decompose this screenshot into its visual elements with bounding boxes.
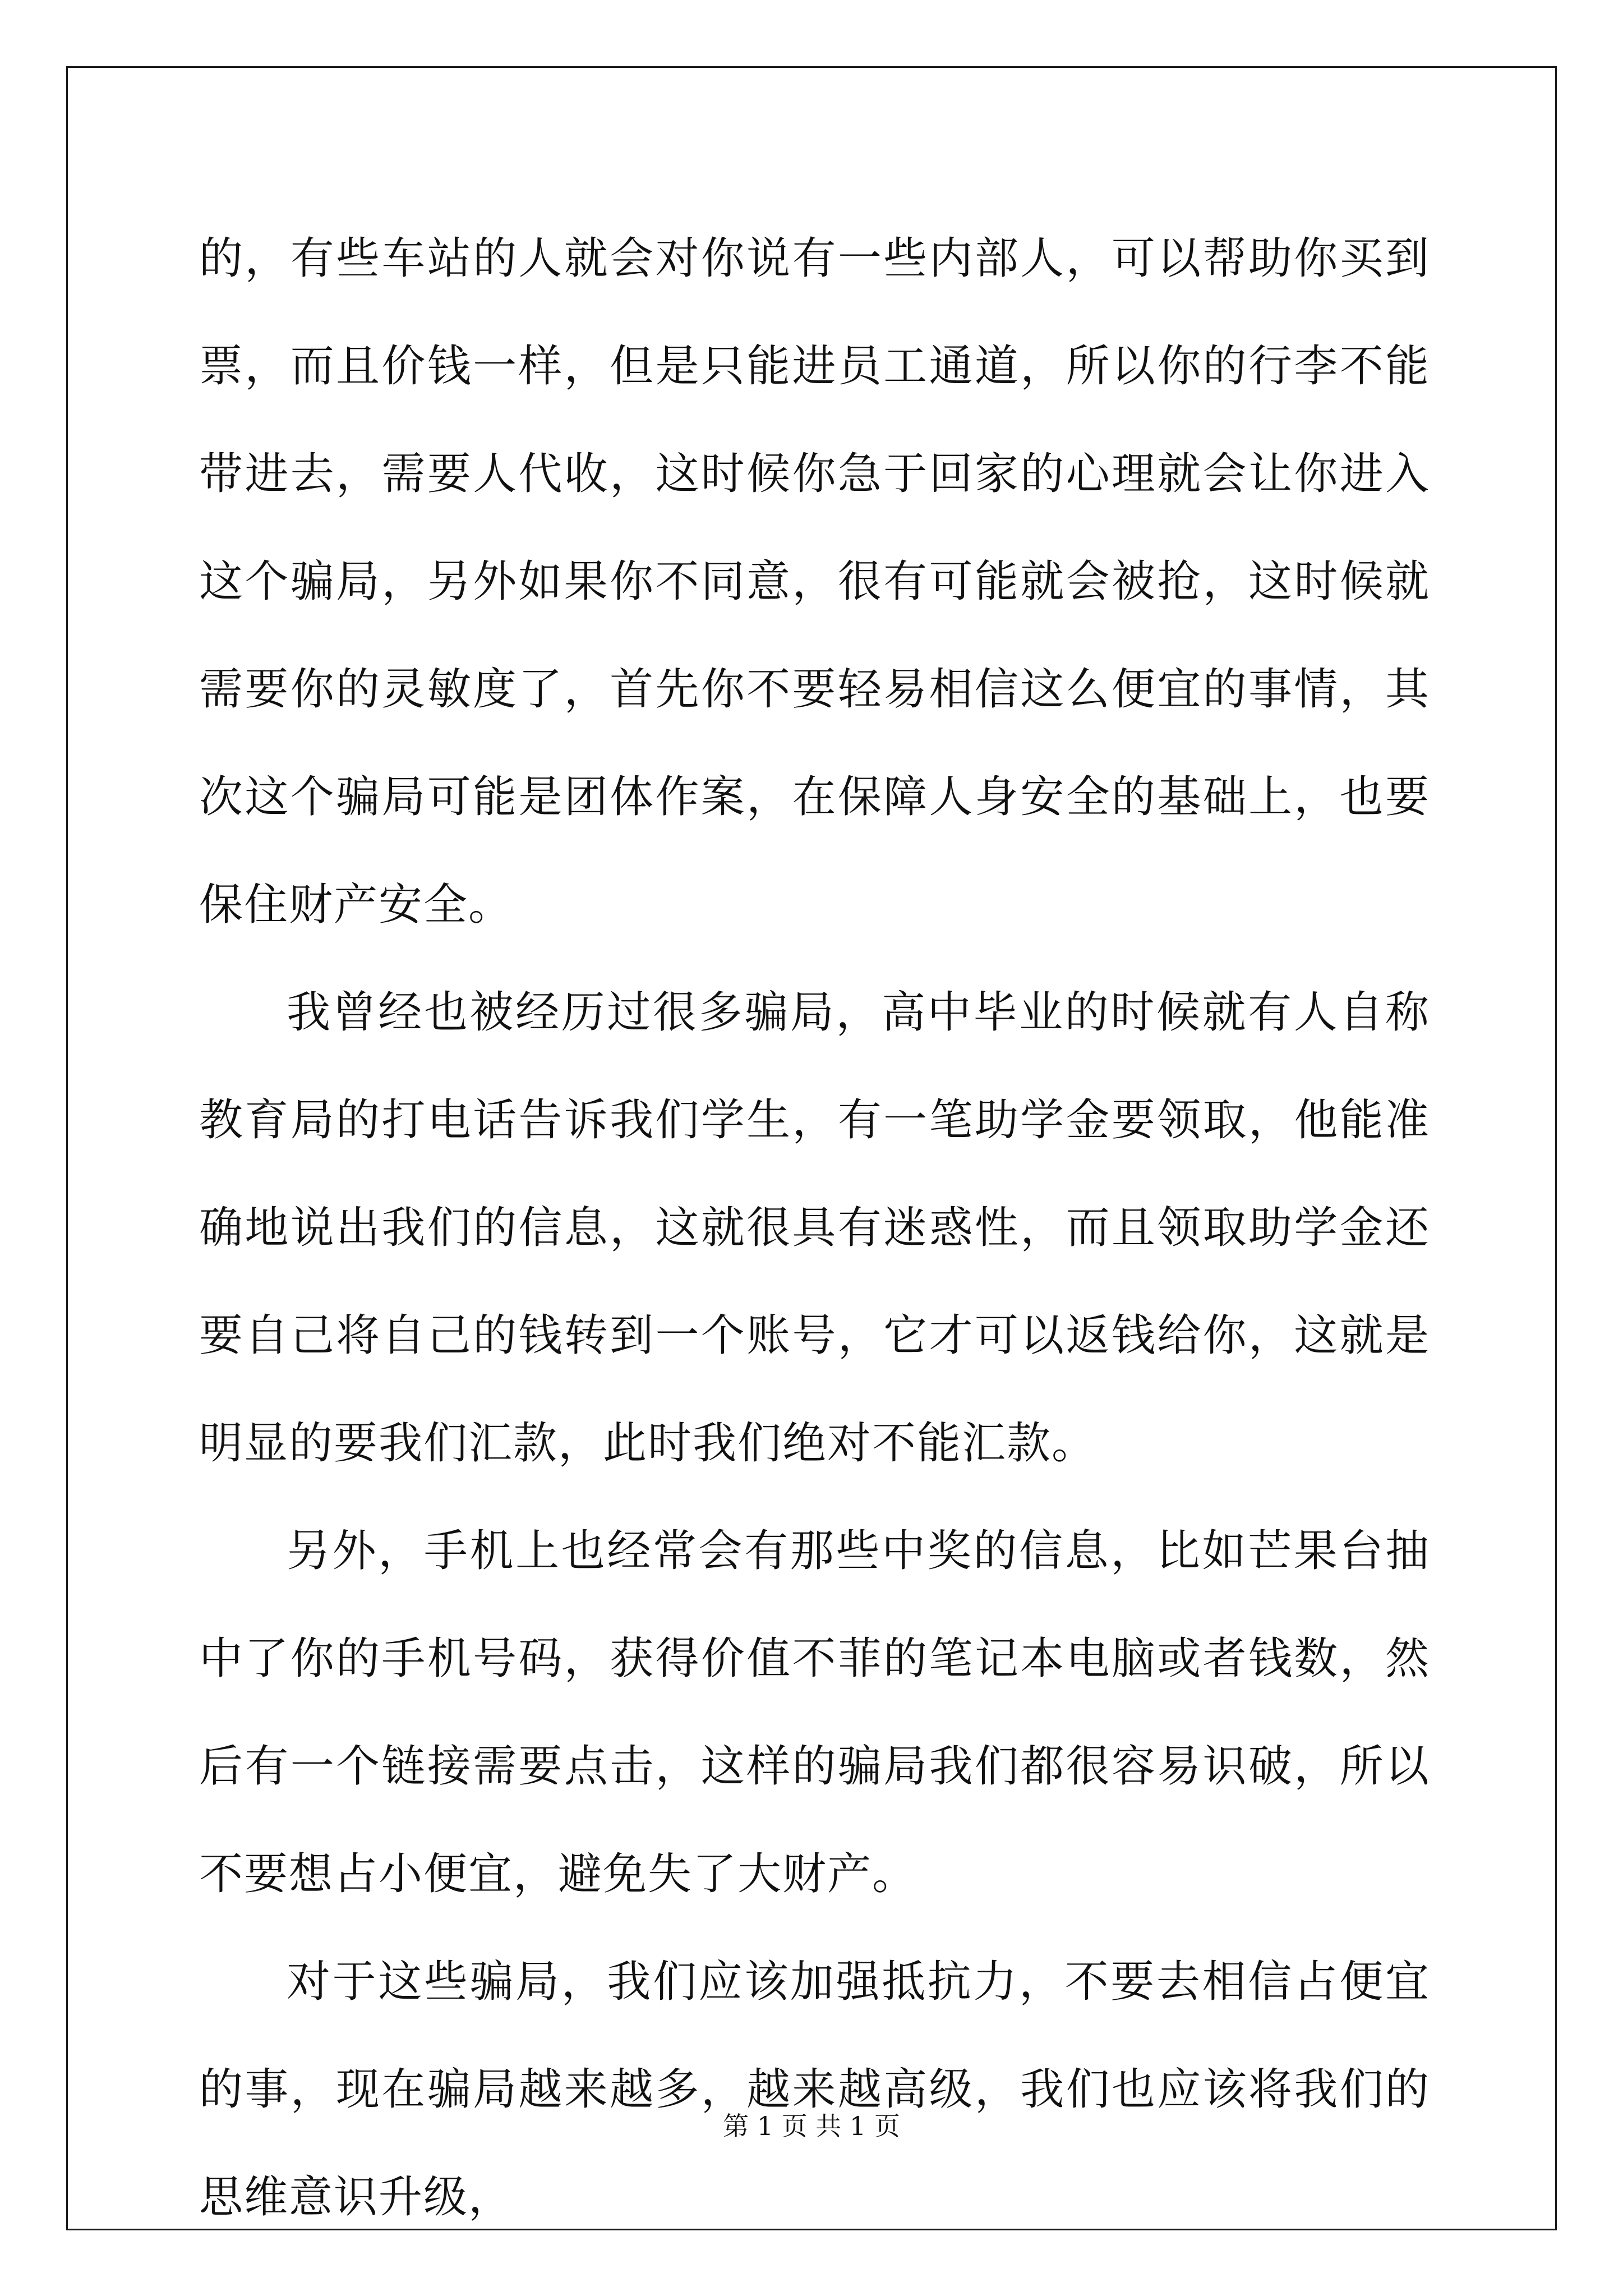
paragraph-3: 另外，手机上也经常会有那些中奖的信息，比如芒果台抽中了你的手机号码，获得价值不菲的笔记本电脑或者钱数，然后有一个链接需要点击，这样的骗局我们都很容易识破，所以不要想占小便宜，避免失了大财产。: [199, 1526, 1430, 1899]
page-number-footer: 第 1 页 共 1 页: [723, 2111, 900, 2141]
paragraph-4: 对于这些骗局，我们应该加强抵抗力，不要去相信占便宜的事，现在骗局越来越多，越来越高级，我们也应该将我们的思维意识升级，: [199, 1957, 1430, 2223]
paragraph-2: 我曾经也被经历过很多骗局，高中毕业的时候就有人自称教育局的打电话告诉我们学生，有一笔助学金要领取，他能准确地说出我们的信息，这就很具有迷惑性，而且领取助学金还要自己将自己的钱转到一个账号，它才可以返钱给你，这就是明显的要我们汇款，此时我们绝对不能汇款。: [199, 987, 1430, 1469]
paragraph-1: 的，有些车站的人就会对你说有一些内部人，可以帮助你买到票，而且价钱一样，但是只能进员工通道，所以你的行李不能带进去，需要人代收，这时候你急于回家的心理就会让你进入这个骗局，另外如果你不同意，很有可能就会被抢，这时候就需要你的灵敏度了，首先你不要轻易相信这么便宜的事情，其次这个骗局可能是团体作案，在保障人身安全的基础上，也要保住财产安全。: [199, 233, 1430, 930]
document-body: [199, 205, 1430, 2251]
